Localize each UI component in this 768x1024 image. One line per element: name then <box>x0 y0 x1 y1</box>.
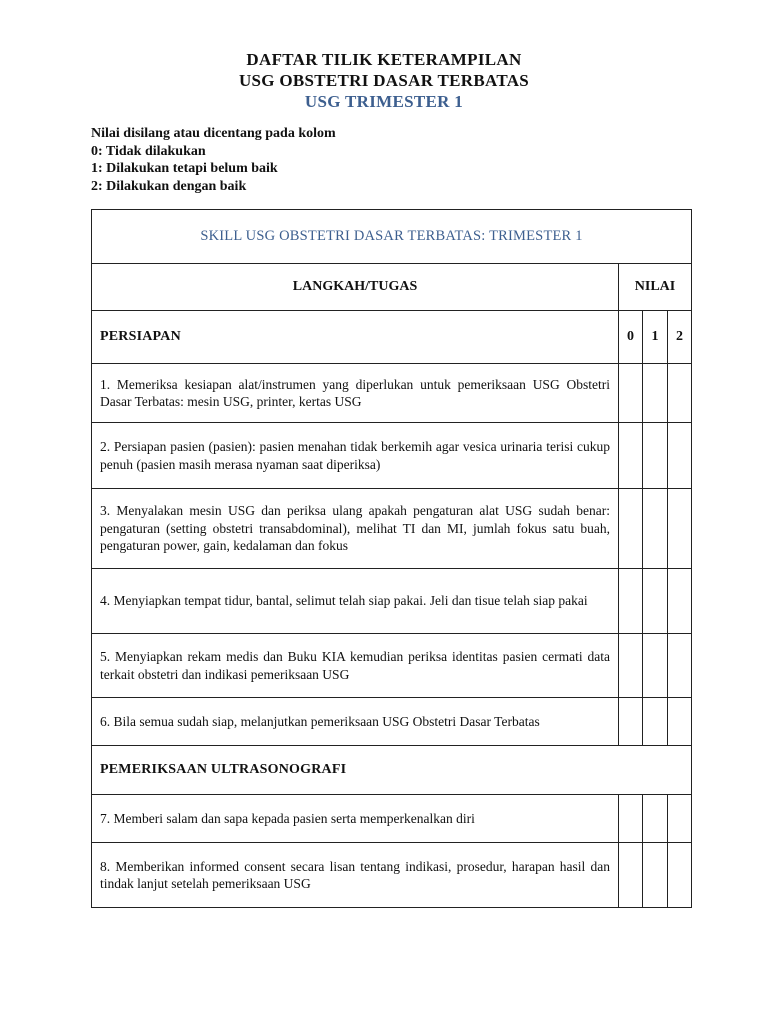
legend-score-0: 0: Tidak dilakukan <box>91 143 206 159</box>
main-title-line-1: DAFTAR TILIK KETERAMPILAN <box>246 50 522 69</box>
table-row <box>92 698 692 746</box>
score-cell-1[interactable] <box>643 698 668 746</box>
section-row-persiapan <box>92 311 692 364</box>
score-cell-0[interactable] <box>619 364 643 423</box>
score-cell-1[interactable] <box>643 634 668 698</box>
score-cell-0[interactable] <box>619 423 643 489</box>
score-cell-2[interactable] <box>668 489 692 569</box>
title-block <box>0 49 768 112</box>
task-text: 5. Menyiapkan rekam medis dan Buku KIA kemudian periksa identitas pasien cermati data terkait obstetri dan indikasi pemeriksaan USG <box>92 634 619 698</box>
score-cell-0[interactable] <box>619 569 643 634</box>
score-cell-0[interactable] <box>619 795 643 843</box>
table-row <box>92 489 692 569</box>
score-cell-2[interactable] <box>668 795 692 843</box>
score-cell-1[interactable] <box>643 795 668 843</box>
legend-score-2: 2: Dilakukan dengan baik <box>91 178 247 194</box>
score-header-0: 0 <box>619 311 643 364</box>
task-text: 2. Persiapan pasien (pasien): pasien menahan tidak berkemih agar vesica urinaria terisi cukup penuh (pasien masih merasa nyaman saat diperiksa) <box>92 423 619 489</box>
table-row <box>92 634 692 698</box>
table-title-row <box>92 210 692 264</box>
score-cell-0[interactable] <box>619 843 643 908</box>
table-row <box>92 423 692 489</box>
score-cell-1[interactable] <box>643 489 668 569</box>
score-cell-1[interactable] <box>643 364 668 423</box>
main-title-line-2: USG OBSTETRI DASAR TERBATAS <box>238 71 530 90</box>
score-header-1: 1 <box>643 311 668 364</box>
column-header-task: LANGKAH/TUGAS <box>92 264 619 311</box>
table-row <box>92 569 692 634</box>
table-row <box>92 364 692 423</box>
score-cell-2[interactable] <box>668 569 692 634</box>
task-text: 6. Bila semua sudah siap, melanjutkan pemeriksaan USG Obstetri Dasar Terbatas <box>92 698 619 746</box>
scoring-legend <box>91 125 336 195</box>
score-cell-2[interactable] <box>668 634 692 698</box>
column-header-score: NILAI <box>619 264 692 311</box>
legend-intro: Nilai disilang atau dicentang pada kolom <box>91 126 336 141</box>
score-cell-0[interactable] <box>619 698 643 746</box>
table-row <box>92 843 692 908</box>
task-text: 1. Memeriksa kesiapan alat/instrumen yang diperlukan untuk pemeriksaan USG Obstetri Dasar Terbatas: mesin USG, printer, kertas USG <box>92 364 619 423</box>
table-row <box>92 795 692 843</box>
score-cell-2[interactable] <box>668 843 692 908</box>
task-text: 3. Menyalakan mesin USG dan periksa ulang apakah pengaturan alat USG sudah benar: pengaturan (setting obstetri transabdominal), melihat TI dan MI, jumlah fokus satu buah, pengaturan power, gain, kedalaman dan fokus <box>92 489 619 569</box>
task-text: 8. Memberikan informed consent secara lisan tentang indikasi, prosedur, harapan hasil dan tindak lanjut setelah pemeriksaan USG <box>92 843 619 908</box>
score-header-2: 2 <box>668 311 692 364</box>
score-cell-0[interactable] <box>619 634 643 698</box>
section-title-pemeriksaan: PEMERIKSAAN ULTRASONOGRAFI <box>92 746 692 795</box>
subtitle: USG TRIMESTER 1 <box>304 92 464 111</box>
task-text: 4. Menyiapkan tempat tidur, bantal, selimut telah siap pakai. Jeli dan tisue telah siap pakai <box>92 569 619 634</box>
task-text: 7. Memberi salam dan sapa kepada pasien serta memperkenalkan diri <box>92 795 619 843</box>
checklist-table <box>91 209 692 908</box>
section-row-pemeriksaan <box>92 746 692 795</box>
column-header-row <box>92 264 692 311</box>
score-cell-2[interactable] <box>668 423 692 489</box>
score-cell-0[interactable] <box>619 489 643 569</box>
score-cell-2[interactable] <box>668 364 692 423</box>
score-cell-1[interactable] <box>643 843 668 908</box>
section-title-persiapan: PERSIAPAN <box>92 311 619 364</box>
score-cell-1[interactable] <box>643 423 668 489</box>
score-cell-2[interactable] <box>668 698 692 746</box>
table-title: SKILL USG OBSTETRI DASAR TERBATAS: TRIMESTER 1 <box>92 210 692 264</box>
legend-score-1: 1: Dilakukan tetapi belum baik <box>91 161 278 176</box>
score-cell-1[interactable] <box>643 569 668 634</box>
